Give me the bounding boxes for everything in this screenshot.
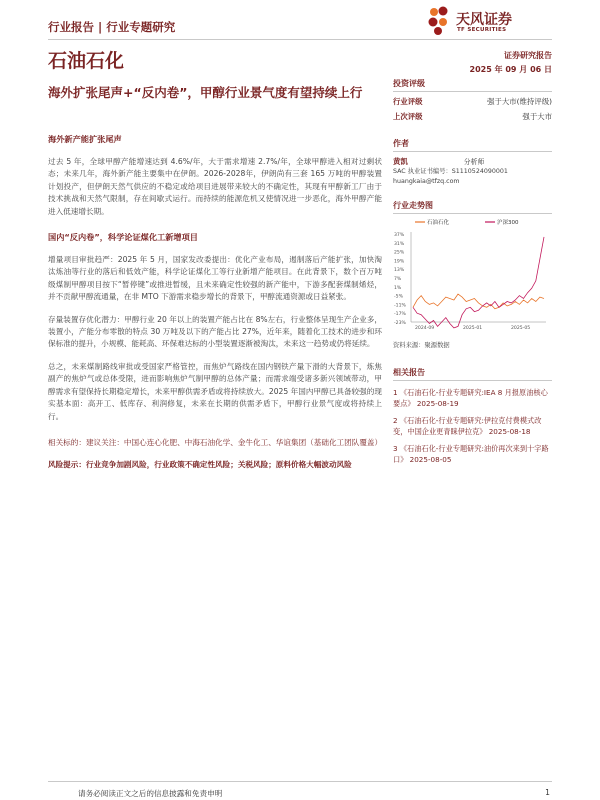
y-tick-label: 19% [394,259,405,265]
industry-rating-row [393,96,552,107]
legend-label: 石油石化 [427,220,450,226]
sidebar [393,78,552,465]
section-heading: 海外新产能扩张尾声 [48,134,122,144]
y-tick-label: -5% [394,294,403,300]
paragraph: 过去 5 年，全球甲醇产能增速达到 4.6%/年，大于需求增速 2.7%/年，全球甲醇进入相对过剩状态；未来几年，海外新产能主要集中在伊朗。2026-2028年，伊朗尚有三套 165 万吨的甲醇装置计划投产，但伊朗天然气供应的不稳定或给项目进展带来较大的不确定性，其现有甲醇新工厂由于技术挑战和天然气限制，存在间歇式运行。而持续的能源危机又使情况进一步恶化，海外甲醇产能进入低速增长期。 [48,157,382,216]
y-tick-label: 25% [394,250,405,256]
chart-source: 资料来源：聚源数据 [393,342,450,349]
last-rating-label: 上次评级 [393,112,423,121]
y-tick-label: -17% [394,312,406,318]
trend-heading: 行业走势图 [393,200,552,214]
industry-rating-label: 行业评级 [393,97,423,106]
report-category: 行业报告 | 行业专题研究 [48,20,176,34]
trend-chart-svg [393,214,552,339]
section-heading: 国内“反内卷”，科学论证煤化工新增项目 [48,232,198,243]
sector-name: 石油石化 [48,50,125,72]
legend-label: 沪深300 [497,220,519,226]
paragraph: 增量项目审批趋严：2025 年 5 月，国家发改委提出：优化产业布局，遏制落后产能扩张，加快淘汰炼油等行业的落后和低效产能，科学论证煤化工等行业新增产能项目。在此背景下，数个百万吨级煤制甲醇项目按下“暂停键”或推进暂缓，且未来确定性较强的新产能中，下游多配套煤制烯烃，并不贡献甲醇流通量，在非 MTO 下游需求稳步增长的背景下，甲醇流通资源或日益紧张。 [48,255,382,302]
y-tick-label: 13% [394,268,405,274]
report-type: 证券研究报告 [504,51,552,60]
author-sac: SAC 执业证书编号：S1110524090001 [393,168,508,175]
last-rating-value: 强于大市 [522,112,552,121]
author-row [393,156,552,167]
last-rating-row [393,111,552,122]
y-tick-label: -11% [394,303,406,309]
main-content [48,134,382,482]
series-line [413,294,544,309]
report-title: 海外扩张尾声+“反内卷”，甲醇行业景气度有望持续上行 [48,85,363,100]
x-tick-label: 2024-09 [415,326,435,331]
page-footer [48,781,552,798]
author-heading: 作者 [393,138,552,152]
page-header [48,10,552,40]
related-report-item[interactable]: 1 《石油石化-行业专题研究:IEA 8 月报原油核心要点》 2025-08-19 [393,387,548,408]
logo-cn-text: 天风证券 [456,12,512,28]
series-line [413,237,544,328]
report-date: 2025 年 09 月 06 日 [469,65,552,74]
related-targets: 相关标的：建议关注：中国心连心化肥、中海石油化学、金牛化工、华谊集团（基础化工团队覆盖） [48,437,383,447]
related-report-item[interactable]: 3 《石油石化-行业专题研究:油价再次来到十字路口》 2025-08-05 [393,443,549,464]
y-tick-label: 31% [394,241,405,247]
y-tick-label: 7% [394,277,402,282]
paragraph: 总之，未来煤制路线审批或受国家严格管控，而焦炉气路线在国内钢铁产量下滑的大背景下，炼焦副产的焦炉气或总体受限，进而影响焦炉气制甲醇的总体产量；而需求端受诸多新兴领域带动，甲醇需求有望保持长期稳定增长，未来甲醇供需矛盾或将持续放大。2025 年国内甲醇已具备较强的现实基本面：高开工、低库存、利润修复，未来在长期的供需矛盾下，甲醇行业景气度或将持续上行。 [48,361,382,421]
y-tick-label: -23% [394,321,406,326]
author-email[interactable]: huangkaia@tfzq.com [393,177,460,185]
y-tick-label: 37% [394,233,405,238]
y-tick-label: 1% [394,285,402,291]
related-heading: 相关报告 [393,367,552,381]
page-number: 1 [545,788,550,797]
logo-en-text: TF SECURITIES [457,27,507,33]
paragraph: 存量装置存优化潜力：甲醇行业 20 年以上的装置产能占比在 8%左右，行业整体呈现生产企业多，装置小，产能分布零散的特点 30 万吨及以下的产能占比 27%，近年来，随着化工技术的进步和环保标准的提升，小规模、能耗高、环保难达标的小型装置逐渐被淘汰，未来这一趋势或仍将延续。 [48,314,382,349]
x-tick-label: 2025-01 [463,326,483,331]
x-tick-label: 2025-05 [511,326,531,331]
author-name: 黄凯 [393,157,408,166]
footer-disclaimer: 请务必阅读正文之后的信息披露和免责申明 [78,789,223,798]
trend-chart [393,214,552,339]
logo-mark-icon [428,6,450,36]
tf-securities-logo [428,6,548,38]
author-title: 分析师 [463,158,485,166]
rating-heading: 投资评级 [393,78,552,92]
risk-tip: 风险提示：行业竞争加剧风险，行业政策不确定性风险；关税风险；原料价格大幅波动风险 [48,460,352,470]
industry-rating-value: 强于大市(维持评级) [487,97,552,106]
related-report-item[interactable]: 2 《石油石化-行业专题研究:伊拉克付费模式改变，中国企业更青睐伊拉克》 2025-08-18 [393,415,542,436]
